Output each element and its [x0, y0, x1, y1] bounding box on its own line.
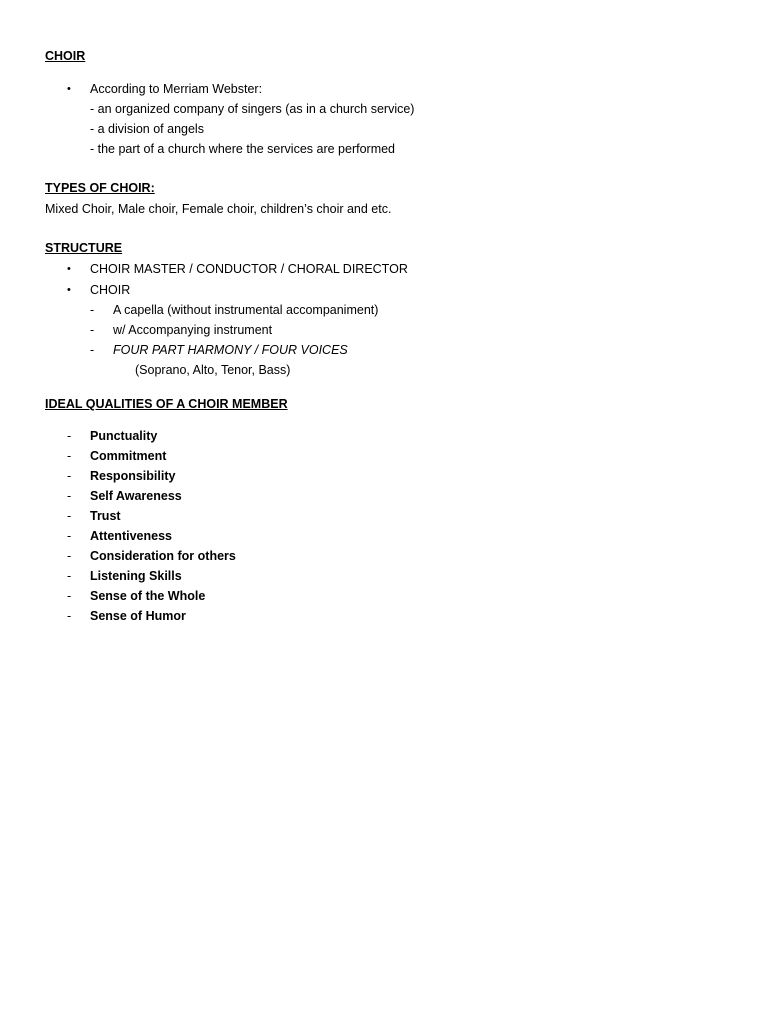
- dash-icon: -: [67, 449, 72, 463]
- dash-icon: -: [67, 529, 72, 543]
- structure-bullet: CHOIR MASTER / CONDUCTOR / CHORAL DIRECTOR: [90, 262, 408, 276]
- structure-sub-item: A capella (without instrumental accompaniment): [113, 303, 379, 317]
- dash-icon: -: [67, 509, 72, 523]
- quality-item: Consideration for others: [90, 549, 236, 563]
- quality-item: Commitment: [90, 449, 167, 463]
- structure-bullet: CHOIR: [90, 283, 131, 297]
- dash-icon: -: [67, 569, 72, 583]
- dash-icon: -: [67, 469, 72, 483]
- quality-item: Responsibility: [90, 469, 176, 483]
- dash-icon: -: [90, 343, 95, 357]
- definition-item: - the part of a church where the services are performed: [90, 142, 396, 156]
- dash-icon: -: [90, 303, 95, 317]
- structure-heading: STRUCTURE: [45, 241, 123, 255]
- dash-icon: -: [67, 489, 72, 503]
- dash-icon: -: [67, 609, 72, 623]
- qualities-heading: IDEAL QUALITIES OF A CHOIR MEMBER: [45, 397, 288, 411]
- types-text: Mixed Choir, Male choir, Female choir, children’s choir and etc.: [45, 202, 392, 216]
- quality-item: Self Awareness: [90, 489, 182, 503]
- quality-item: Sense of Humor: [90, 609, 186, 623]
- choir-heading: CHOIR: [45, 49, 86, 63]
- bullet-icon: •: [67, 263, 71, 275]
- quality-item: Attentiveness: [90, 529, 172, 543]
- voices-list: (Soprano, Alto, Tenor, Bass): [135, 363, 291, 377]
- definition-intro: According to Merriam Webster:: [90, 82, 263, 96]
- quality-item: Trust: [90, 509, 121, 523]
- dash-icon: -: [67, 589, 72, 603]
- definition-item: - a division of angels: [90, 122, 204, 136]
- dash-icon: -: [67, 549, 72, 563]
- quality-item: Listening Skills: [90, 569, 182, 583]
- definition-item: - an organized company of singers (as in a church service): [90, 102, 415, 116]
- structure-sub-item: FOUR PART HARMONY / FOUR VOICES: [113, 343, 348, 357]
- quality-item: Punctuality: [90, 429, 158, 443]
- quality-item: Sense of the Whole: [90, 589, 206, 603]
- dash-icon: -: [90, 323, 95, 337]
- bullet-icon: •: [67, 83, 71, 95]
- bullet-icon: •: [67, 284, 71, 296]
- types-heading: TYPES OF CHOIR:: [45, 181, 155, 195]
- structure-sub-item: w/ Accompanying instrument: [113, 323, 273, 337]
- dash-icon: -: [67, 429, 72, 443]
